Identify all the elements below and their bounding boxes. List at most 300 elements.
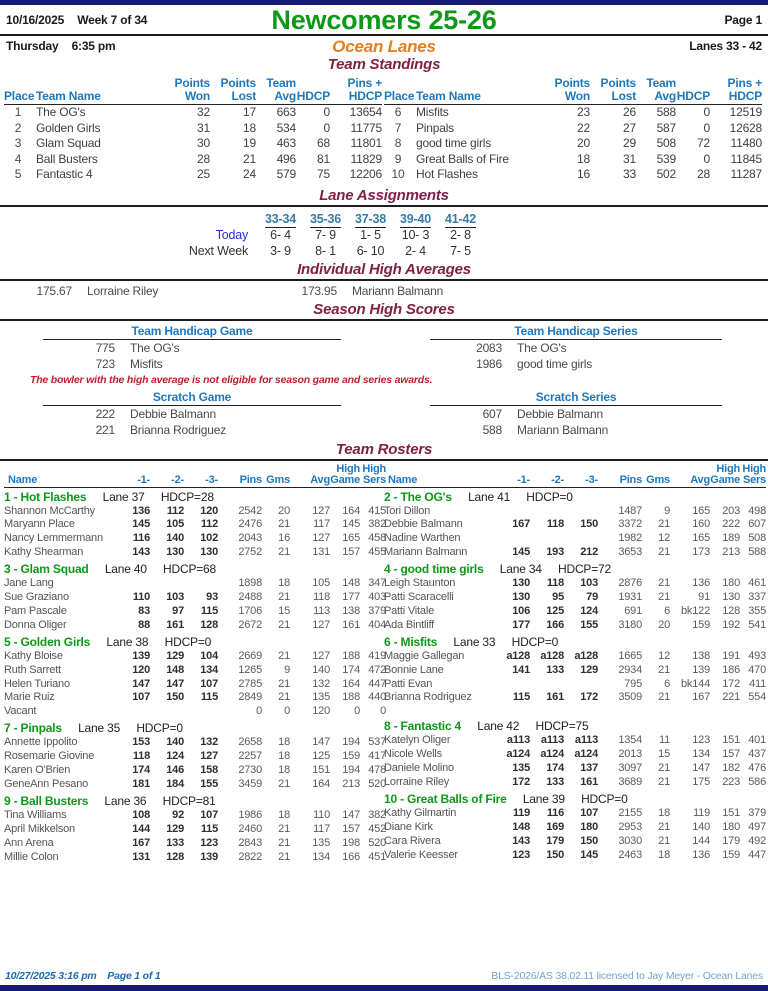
game-3-score: a128	[574, 649, 598, 662]
player-high-series: 355	[748, 604, 766, 617]
player-high-game: 213	[342, 778, 360, 790]
team-place: 1	[14, 105, 22, 119]
high-score-holder: Debbie Balmann	[130, 406, 216, 421]
player-high-series: 337	[748, 591, 766, 604]
team-name: The OG's	[36, 105, 86, 119]
player-pins: 3097	[618, 762, 642, 775]
game-1-score: 123	[512, 848, 530, 861]
player-name: Brianna Rodriguez	[384, 691, 472, 704]
team-handicap-series-title: Team Handicap Series	[430, 324, 722, 340]
player-games: 21	[658, 820, 670, 833]
player-name: Vacant	[4, 705, 37, 718]
player-high-series: 379	[368, 604, 386, 617]
game-3-score: 150	[580, 518, 598, 531]
player-pins: 2043	[238, 532, 262, 545]
player-games: 21	[278, 649, 290, 662]
roster-player-row	[4, 678, 384, 692]
team-hdcp: 0	[703, 151, 710, 166]
player-games: 21	[278, 850, 290, 863]
player-high-series: 498	[748, 504, 766, 517]
player-high-game: 157	[342, 546, 360, 559]
roster-player-row	[4, 591, 384, 605]
player-pins: 3509	[618, 691, 642, 704]
player-name: Kathy Shearman	[4, 546, 84, 559]
player-average: 91	[698, 591, 710, 604]
game-1-score: 130	[512, 591, 530, 604]
player-average: bk122	[681, 604, 710, 617]
game-1-score: 145	[512, 546, 530, 559]
game-1-score: 120	[132, 663, 150, 676]
player-high-game: 180	[722, 820, 740, 833]
team-place: 10	[391, 167, 405, 181]
player-average: 167	[692, 691, 710, 704]
game-1-score: 174	[132, 764, 150, 777]
player-high-series: 452	[368, 822, 386, 835]
player-pins: 2876	[618, 577, 642, 590]
player-pins: 2843	[238, 836, 262, 849]
player-games: 21	[278, 778, 290, 790]
game-1-score: a113	[506, 734, 530, 747]
today-matchup: 6- 4	[270, 227, 291, 242]
points-lost: 19	[243, 136, 256, 150]
game-1-score: 167	[512, 518, 530, 531]
player-games: 18	[278, 750, 290, 763]
high-score-holder: Brianna Rodriguez	[130, 422, 226, 437]
report-date-week	[6, 7, 206, 27]
roster-header-row: Name -1- -2- -3- Pins Gms Avg High Game High Sers	[384, 464, 764, 488]
player-pins: 1265	[238, 663, 262, 676]
player-high-series: 520	[368, 778, 386, 790]
game-1-score: 153	[132, 736, 150, 749]
software-license-info: BLS-2026/AS 38.02.11 licensed to Jay Meyer - Ocean Lanes	[491, 970, 763, 982]
player-high-series: 607	[748, 518, 766, 531]
game-1-score: 131	[132, 850, 150, 863]
team-avg: 502	[656, 167, 676, 181]
pins-plus-hdcp: 11287	[730, 167, 762, 181]
game-1-score: 130	[512, 577, 530, 590]
points-lost: 33	[623, 167, 636, 181]
team-name: good time girls	[416, 136, 492, 150]
next-week-matchup: 8- 1	[315, 243, 336, 258]
team-avg: 579	[276, 167, 296, 181]
player-name: Maggie Gallegan	[384, 649, 465, 662]
high-score-row	[43, 356, 341, 372]
roster-header-row: Name -1- -2- -3- Pins Gms Avg High Game High Sers	[4, 464, 384, 488]
player-high-series: 437	[748, 748, 766, 761]
game-2-score: 133	[166, 836, 184, 849]
team-hdcp: 0	[703, 105, 710, 119]
player-pins: 3030	[618, 834, 642, 847]
player-high-game: 159	[722, 848, 740, 861]
player-average: 159	[692, 618, 710, 631]
player-games: 21	[278, 691, 290, 704]
player-high-game: 177	[342, 591, 360, 604]
player-high-series: 508	[748, 532, 766, 545]
roster-team-hdcp: HDCP=28	[160, 489, 214, 504]
player-high-game: 194	[342, 764, 360, 777]
game-2-score	[530, 678, 564, 692]
game-2-score: 140	[166, 532, 184, 545]
player-pins: 2257	[238, 750, 262, 763]
player-name: GeneAnn Pesano	[4, 778, 89, 790]
game-3-score	[564, 532, 598, 546]
section-title-team-standings: Team Standings	[327, 56, 441, 73]
player-high-series: 382	[368, 808, 386, 821]
game-3-score: 127	[200, 750, 218, 763]
high-score-value: 588	[482, 422, 502, 437]
game-2-score: 116	[546, 807, 564, 819]
game-3-score: 102	[200, 532, 218, 545]
player-games: 21	[658, 834, 670, 847]
individual-high-averages-row	[30, 284, 768, 299]
lane-assignments-table	[150, 211, 768, 259]
high-score-row	[430, 340, 722, 356]
player-pins: 2155	[618, 807, 642, 819]
game-1-score: 139	[132, 649, 150, 662]
points-lost: 18	[243, 120, 256, 135]
game-3-score: 155	[200, 778, 218, 790]
lane-pair-label: 37-38	[355, 211, 386, 226]
player-high-game: 138	[342, 604, 360, 617]
player-games: 12	[658, 649, 670, 662]
roster-player-row	[384, 734, 764, 748]
roster-team-block	[384, 718, 764, 790]
week-number: Week 7 of 34	[77, 13, 148, 27]
game-2-score: 179	[546, 834, 564, 847]
player-pins: 3689	[618, 776, 642, 789]
player-high-game: 182	[722, 762, 740, 775]
roster-team-name: 6 - Misfits	[384, 634, 438, 649]
player-high-series: 472	[368, 663, 386, 676]
player-games: 18	[278, 764, 290, 777]
player-pins: 1665	[618, 649, 642, 662]
points-won: 22	[577, 120, 590, 135]
player-high-series: 447	[368, 677, 386, 690]
player-name: Kathy Bloise	[4, 649, 63, 662]
roster-team-hdcp: HDCP=0	[511, 634, 559, 649]
player-name: Maryann Place	[4, 518, 75, 531]
roster-team-hdcp: HDCP=75	[535, 719, 589, 734]
player-games: 12	[658, 532, 670, 545]
roster-player-row	[384, 678, 764, 692]
player-high-series: 440	[368, 691, 386, 704]
player-high-game: 164	[342, 504, 360, 517]
roster-team-lane: Lane 39	[522, 792, 565, 806]
game-2-score: 174	[546, 762, 564, 775]
roster-team-name: 4 - good time girls	[384, 562, 484, 577]
high-score-row	[430, 422, 722, 438]
roster-team-lane: Lane 36	[104, 793, 147, 808]
roster-player-row	[4, 605, 384, 619]
game-3-score: a113	[574, 734, 598, 747]
game-1-score: 119	[512, 807, 530, 819]
section-title-individual-high-averages: Individual High Averages	[297, 260, 471, 278]
team-name: Glam Squad	[36, 136, 101, 150]
game-3-score: 103	[580, 577, 598, 590]
game-3-score: 79	[586, 591, 598, 604]
team-hdcp: 28	[697, 167, 710, 181]
player-high-series: 493	[748, 649, 766, 662]
player-average: 138	[692, 649, 710, 662]
roster-team-lane: Lane 42	[477, 719, 520, 734]
roster-team-hdcp: HDCP=68	[163, 562, 217, 577]
player-name: Sue Graziano	[4, 591, 69, 604]
roster-team-header	[4, 793, 384, 809]
next-week-matchup: 3- 9	[270, 243, 291, 258]
standings-row	[384, 121, 764, 137]
player-high-series: 492	[748, 834, 766, 847]
player-pins: 2953	[618, 820, 642, 833]
roster-player-row	[4, 778, 384, 792]
roster-team-hdcp: HDCP=0	[164, 634, 212, 649]
high-average-entry	[30, 284, 295, 299]
player-name: Tina Williams	[4, 808, 67, 821]
game-3-score: 107	[580, 807, 598, 819]
player-pins: 2934	[618, 663, 642, 676]
pins-plus-hdcp: 11829	[350, 151, 382, 166]
game-3-score: 212	[580, 546, 598, 559]
player-pins: 2658	[238, 736, 262, 749]
report-header	[0, 0, 768, 56]
footer-print-info	[5, 970, 169, 982]
player-games: 18	[658, 807, 670, 819]
player-games: 21	[278, 836, 290, 849]
game-1-score: 136	[132, 504, 150, 517]
player-pins: 2785	[238, 677, 262, 690]
points-lost: 17	[243, 105, 256, 119]
game-2-score: a128	[540, 649, 564, 662]
game-3-score: 137	[580, 762, 598, 775]
game-1-score	[116, 705, 150, 719]
player-high-game: 166	[342, 850, 360, 863]
roster-team-name: 9 - Ball Busters	[4, 793, 89, 808]
player-pins: 1706	[238, 604, 262, 617]
player-average: 144	[692, 834, 710, 847]
player-average: 140	[692, 820, 710, 833]
section-divider	[0, 459, 768, 461]
player-average: 127	[312, 618, 330, 631]
team-avg: 663	[276, 105, 296, 119]
points-won: 32	[197, 105, 210, 119]
game-3-score: 93	[206, 591, 218, 604]
player-name: Cara Rivera	[384, 834, 441, 847]
game-2-score: 146	[166, 764, 184, 777]
player-high-series: 541	[748, 618, 766, 631]
roster-player-row	[384, 605, 764, 619]
game-3-score: 158	[200, 764, 218, 777]
league-day: Thursday	[6, 39, 59, 53]
rosters-left-column	[4, 464, 384, 865]
player-games: 15	[658, 748, 670, 761]
player-high-game: 174	[342, 663, 360, 676]
roster-player-row	[384, 691, 764, 705]
player-games: 21	[658, 762, 670, 775]
player-average: 151	[312, 764, 330, 777]
pins-plus-hdcp: 11845	[730, 151, 762, 166]
game-3-score: 130	[200, 546, 218, 559]
report-date: 10/16/2025	[6, 13, 65, 27]
scratch-series-block	[430, 390, 722, 438]
game-1-score: 143	[132, 546, 150, 559]
player-high-series: 455	[368, 546, 386, 559]
player-average: 117	[313, 822, 330, 835]
game-2-score: 166	[546, 618, 564, 631]
pins-plus-hdcp: 11801	[350, 136, 382, 150]
player-high-game: 0	[354, 705, 360, 718]
game-3-score: 155	[580, 618, 598, 631]
player-average: 135	[312, 691, 330, 704]
game-2-score: 133	[546, 776, 564, 789]
game-2-score: 103	[166, 591, 184, 604]
roster-team-header	[384, 791, 764, 807]
roster-team-hdcp: HDCP=0	[526, 489, 573, 504]
roster-player-row	[4, 851, 384, 865]
player-pins: 691	[624, 604, 642, 617]
today-matchup: 2- 8	[450, 227, 471, 242]
player-high-series: 415	[368, 504, 386, 517]
high-average-bowler: Mariann Balmann	[352, 283, 444, 298]
roster-team-block	[4, 720, 384, 792]
roster-team-block	[384, 634, 764, 706]
points-won: 25	[197, 167, 210, 181]
game-3-score	[184, 705, 218, 719]
lanes-range: Lanes 33 - 42	[689, 39, 762, 53]
player-high-game: 188	[342, 691, 360, 704]
roster-team-header	[4, 489, 384, 505]
player-high-game: 221	[722, 691, 740, 704]
team-hdcp: 0	[323, 120, 330, 135]
high-score-value: 221	[95, 422, 115, 437]
player-average: 110	[313, 808, 330, 821]
scratch-series-title: Scratch Series	[430, 390, 722, 406]
team-handicap-series-block	[430, 324, 722, 372]
player-name: April Mikkelson	[4, 822, 75, 835]
roster-team-name: 3 - Glam Squad	[4, 562, 89, 577]
player-games: 21	[278, 677, 290, 690]
game-3-score	[564, 505, 598, 519]
game-2-score: 92	[172, 808, 184, 821]
bowling-center-name: Ocean Lanes	[332, 37, 436, 56]
player-pins: 2672	[238, 618, 262, 631]
points-lost: 24	[243, 167, 256, 181]
lane-row-today	[150, 227, 768, 243]
game-2-score	[150, 705, 184, 719]
team-standings-table	[0, 75, 768, 183]
player-games: 18	[278, 577, 290, 590]
player-name: Lorraine Riley	[384, 776, 450, 789]
game-2-score: 95	[552, 591, 564, 604]
player-average: bk144	[681, 677, 710, 690]
team-place: 5	[14, 167, 22, 181]
pins-plus-hdcp: 12206	[349, 167, 382, 181]
team-name: Ball Busters	[36, 151, 98, 166]
points-won: 31	[197, 120, 210, 135]
player-pins: 2669	[238, 649, 262, 662]
player-high-game: 189	[722, 532, 740, 545]
standings-row	[4, 167, 384, 183]
points-lost: 27	[623, 120, 636, 135]
standings-header-row: Place Team Name Points Won Points Lost Team Avg HDCP Pins + HDCP	[4, 76, 382, 103]
game-2-score	[530, 532, 564, 546]
game-2-score: a124	[540, 748, 564, 761]
player-games: 9	[284, 663, 290, 676]
game-1-score	[496, 505, 530, 519]
player-pins: 2460	[238, 822, 262, 835]
game-2-score: 161	[546, 691, 564, 704]
player-average: 136	[692, 848, 710, 861]
player-name: Daniele Molino	[384, 762, 454, 775]
roster-team-lane: Lane 35	[78, 721, 121, 736]
player-high-series: 419	[368, 649, 386, 662]
player-high-game: 203	[722, 504, 740, 517]
game-3-score: 129	[580, 663, 598, 676]
rosters-right-column	[384, 464, 764, 865]
game-3-score: 134	[200, 663, 218, 676]
game-3-score: 123	[200, 836, 218, 849]
player-average: 175	[692, 776, 710, 789]
player-games: 21	[278, 591, 290, 604]
player-name: Katelyn Oliger	[384, 734, 451, 747]
roster-player-row	[384, 591, 764, 605]
player-pins: 1931	[618, 591, 642, 604]
player-games: 21	[658, 663, 670, 676]
player-games: 21	[658, 518, 670, 531]
player-high-series: 476	[748, 762, 766, 775]
today-label: Today	[215, 227, 248, 242]
team-rosters-tables	[0, 462, 768, 865]
season-high-row-1	[0, 324, 768, 372]
game-1-score: 116	[132, 532, 150, 545]
player-high-series: 458	[368, 532, 386, 545]
roster-team-block	[4, 793, 384, 865]
game-2-score: 147	[166, 677, 184, 690]
roster-team-block	[4, 634, 384, 720]
points-lost: 29	[623, 136, 636, 150]
player-games: 21	[658, 776, 670, 789]
player-average: 134	[312, 850, 330, 863]
player-name: Jane Lang	[4, 577, 54, 590]
player-name: Patti Vitale	[384, 604, 434, 617]
game-2-score: 129	[166, 649, 184, 662]
roster-player-row	[384, 664, 764, 678]
game-1-score: a128	[506, 649, 530, 662]
player-name: Leigh Staunton	[384, 577, 456, 590]
roster-team-block	[384, 489, 764, 561]
player-name: Kathy Gilmartin	[384, 807, 457, 819]
player-name: Donna Oliger	[4, 618, 67, 631]
game-3-score: 145	[580, 848, 598, 861]
roster-player-row	[384, 505, 764, 519]
player-average: 131	[312, 546, 330, 559]
player-high-game: 213	[722, 546, 740, 559]
roster-team-header	[384, 489, 764, 505]
player-average: 117	[313, 518, 330, 531]
roster-team-block	[4, 489, 384, 561]
game-1-score: 148	[512, 820, 530, 833]
game-2-score: 130	[166, 546, 184, 559]
player-games: 20	[278, 504, 290, 517]
game-3-score: 124	[580, 604, 598, 617]
player-name: Millie Colon	[4, 850, 59, 863]
player-average: 132	[312, 677, 330, 690]
lane-row-next-week	[150, 243, 768, 259]
game-3-score: 104	[200, 649, 218, 662]
player-average: 160	[692, 518, 710, 531]
print-timestamp: 10/27/2025 3:16 pm	[5, 970, 97, 982]
player-name: Marie Ruiz	[4, 691, 55, 704]
player-games: 21	[658, 546, 670, 559]
player-average: 127	[312, 504, 330, 517]
